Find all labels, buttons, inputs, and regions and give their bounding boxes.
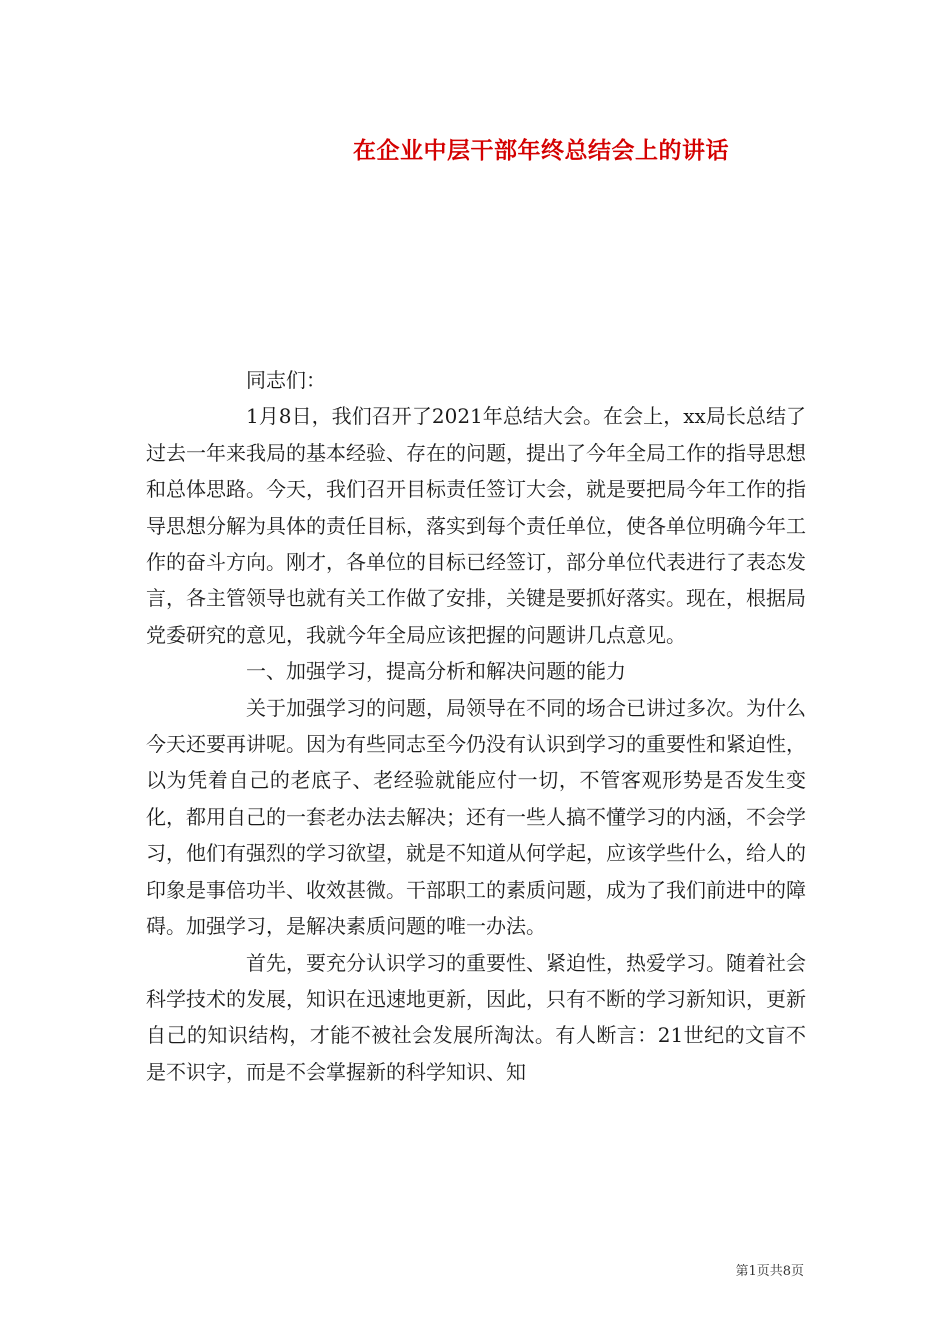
paragraph-learning: 关于加强学习的问题，局领导在不同的场合已讲过多次。为什么今天还要再讲呢。因为有些同志至今仍没有认识到学习的重要性和紧迫性，以为凭着自己的老底子、老经验就能应付一切，不管客观形势是否发生变化，都用自己的一套老办法去解决；还有一些人搞不懂学习的内涵，不会学习，他们有强烈的学习欲望，就是不知道从何学起，应该学些什么，给人的印象是事倍功半、收效甚微。干部职工的素质问题，成为了我们前进中的障碍。加强学习，是解决素质问题的唯一办法。 <box>146 695 806 939</box>
paragraph-intro: 1月8日，我们召开了2021年总结大会。在会上，xx局长总结了过去一年来我局的基本经验、存在的问题，提出了今年全局工作的指导思想和总体思路。今天，我们召开目标责任签订大会，就是要把局今年工作的指导思想分解为具体的责任目标，落实到每个责任单位，使各单位明确今年工作的奋斗方向。刚才，各单位的目标已经签订，部分单位代表进行了表态发言，各主管领导也就有关工作做了安排，关键是要抓好落实。现在，根据局党委研究的意见，我就今年全局应该把握的问题讲几点意见。 <box>146 404 806 647</box>
section-heading-1: 一、加强学习，提高分析和解决问题的能力 <box>246 659 626 684</box>
document-title: 在企业中层干部年终总结会上的讲话 <box>353 137 729 164</box>
document-body <box>146 362 806 1090</box>
page-number: 第1页共8页 <box>735 1264 804 1279</box>
paragraph-first-point: 首先，要充分认识学习的重要性、紧迫性，热爱学习。随着社会科学技术的发展，知识在迅速地更新，因此，只有不断的学习新知识，更新自己的知识结构，才能不被社会发展所淘汰。有人断言：21世纪的文盲不是不识字，而是不会掌握新的科学知识、知 <box>146 950 806 1084</box>
salutation: 同志们： <box>246 368 326 392</box>
